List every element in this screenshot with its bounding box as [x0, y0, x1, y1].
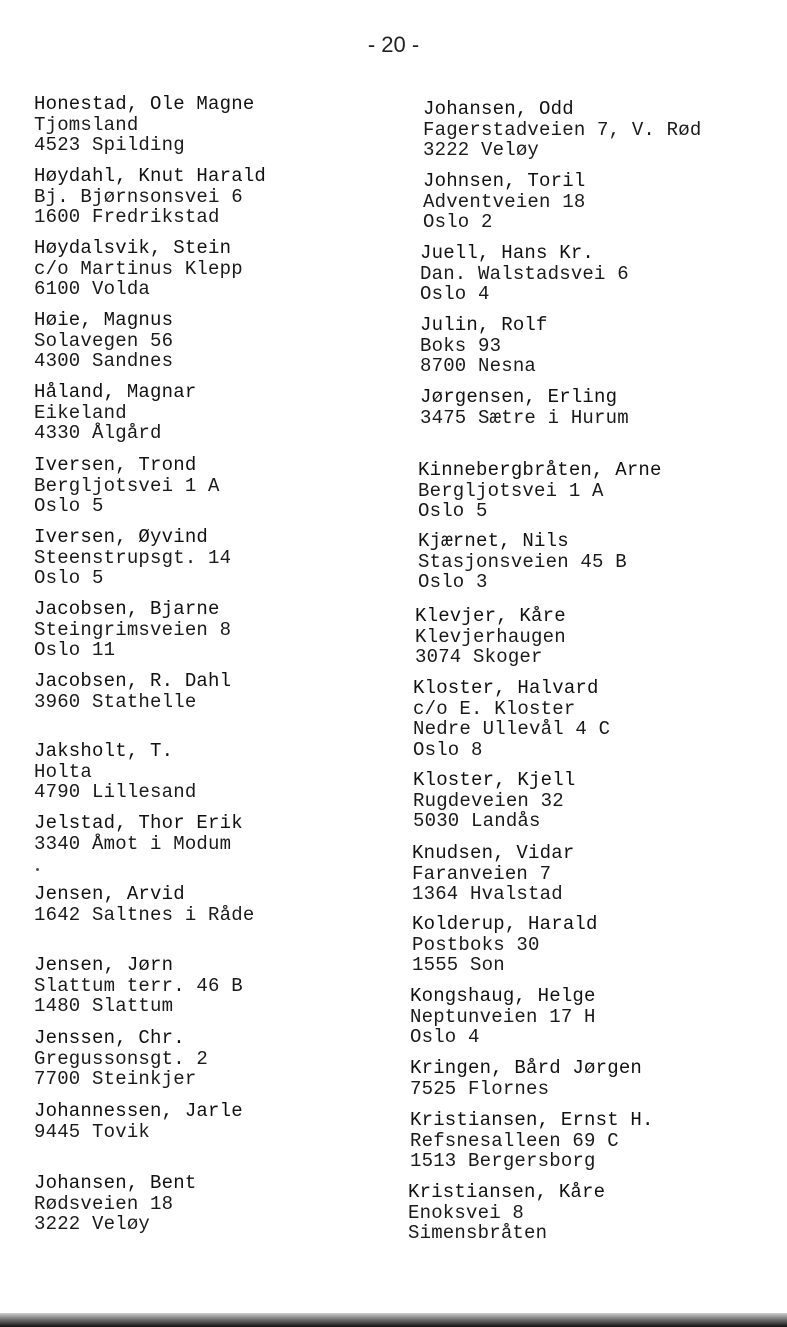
- entry-postal: 1555 Son: [412, 954, 505, 976]
- page-number: - 20 -: [367, 32, 420, 57]
- entry-name: Johnsen, Toril: [423, 170, 586, 192]
- entry-address: Eikeland: [34, 401, 127, 424]
- entry-name: Jenssen, Chr.: [34, 1027, 185, 1049]
- entry-address: Solavegen 56: [34, 329, 174, 352]
- directory-entry: [410, 1058, 780, 1099]
- entry-postal: 7525 Flornes: [410, 1077, 550, 1100]
- directory-entry: [423, 171, 787, 233]
- directory-entry: [420, 315, 787, 377]
- entry-name: Johansen, Bent: [34, 1172, 197, 1194]
- directory-entry: [413, 770, 783, 832]
- entry-name: Jensen, Jørn: [34, 954, 174, 976]
- entry-name: Kloster, Halvard: [413, 677, 599, 699]
- entry-postal: 3960 Stathelle: [34, 690, 197, 713]
- stray-ink-mark: [36, 868, 39, 871]
- directory-entry: [34, 527, 394, 589]
- directory-entry: [34, 884, 394, 925]
- entry-address: Rugdeveien 32: [413, 789, 564, 812]
- entry-postal: 1642 Saltnes i Råde: [34, 903, 255, 926]
- entry-address: Bj. Bjørnsonsvei 6: [34, 185, 243, 208]
- entry-postal: Oslo 4: [420, 283, 490, 305]
- directory-entry: [420, 243, 787, 305]
- directory-entry: [34, 1173, 394, 1235]
- entry-postal: 3475 Sætre i Hurum: [420, 406, 629, 429]
- entry-postal: 5030 Landås: [413, 810, 541, 832]
- entry-address: Klevjerhaugen: [415, 625, 566, 648]
- directory-entry: [413, 678, 783, 760]
- entry-name: Jacobsen, R. Dahl: [34, 670, 232, 692]
- entry-address: Slattum terr. 46 B: [34, 974, 243, 997]
- entry-address: Boks 93: [420, 334, 502, 357]
- directory-entry: [34, 1028, 394, 1090]
- entry-name: Kristiansen, Ernst H.: [410, 1109, 654, 1131]
- entry-postal: 1513 Bergersborg: [410, 1150, 596, 1172]
- entry-address: Neptunveien 17 H: [410, 1005, 596, 1028]
- entry-postal: 4790 Lillesand: [34, 781, 197, 803]
- directory-entry: [418, 460, 787, 522]
- entry-postal: Oslo 3: [418, 571, 488, 593]
- entry-postal: Oslo 2: [423, 211, 493, 233]
- entry-address: Refsnesalleen 69 C: [410, 1129, 619, 1152]
- entry-postal: Simensbråten: [408, 1222, 548, 1244]
- directory-entry: [34, 1101, 394, 1142]
- entry-postal: 6100 Volda: [34, 278, 151, 300]
- entry-address: Enoksvei 8: [408, 1201, 525, 1224]
- directory-entry: [415, 606, 785, 668]
- entry-name: Klevjer, Kåre: [415, 605, 566, 627]
- entry-postal: 9445 Tovik: [34, 1120, 151, 1143]
- directory-entry: [34, 238, 394, 300]
- entry-postal: 1480 Slattum: [34, 995, 174, 1017]
- entry-name: Kjærnet, Nils: [418, 530, 569, 552]
- entry-name: Håland, Magnar: [34, 381, 197, 403]
- entry-address: Holta: [34, 760, 93, 783]
- directory-entry: [418, 531, 787, 593]
- entry-name: Kongshaug, Helge: [410, 985, 596, 1007]
- entry-postal: 8700 Nesna: [420, 355, 537, 377]
- entry-postal: Oslo 11: [34, 639, 116, 661]
- directory-entry: [412, 914, 782, 976]
- entry-postal: Oslo 4: [410, 1026, 480, 1048]
- entry-name: Kinnebergbråten, Arne: [418, 459, 662, 481]
- entry-address: Steenstrupsgt. 14: [34, 546, 232, 569]
- entry-name: Kloster, Kjell: [413, 769, 576, 791]
- entry-postal: 3222 Veløy: [423, 139, 540, 161]
- directory-entry: [34, 166, 394, 228]
- entry-postal: 4300 Sandnes: [34, 350, 174, 372]
- entry-postal: 3074 Skoger: [415, 646, 543, 668]
- entry-address: Tjomsland: [34, 113, 139, 136]
- directory-entry: [34, 671, 394, 712]
- entry-name: Johannessen, Jarle: [34, 1100, 243, 1122]
- directory-entry: [420, 387, 787, 428]
- entry-address: Faranveien 7: [412, 862, 552, 885]
- entry-name: Jaksholt, T.: [34, 740, 174, 762]
- directory-entry: [34, 955, 394, 1017]
- entry-name: Høydalsvik, Stein: [34, 237, 232, 259]
- directory-entry: [34, 741, 394, 803]
- entry-postal: 7700 Steinkjer: [34, 1068, 197, 1090]
- entry-name: Johansen, Odd: [423, 98, 574, 120]
- entry-address: Adventveien 18: [423, 190, 586, 213]
- entry-name: Julin, Rolf: [420, 314, 548, 336]
- entry-name: Jacobsen, Bjarne: [34, 598, 220, 620]
- entry-name: Kringen, Bård Jørgen: [410, 1057, 643, 1079]
- entry-postal: 3340 Åmot i Modum: [34, 832, 232, 855]
- directory-entry: [34, 455, 394, 517]
- directory-entry: [34, 813, 394, 854]
- entry-postal: Oslo 5: [34, 567, 104, 589]
- entry-address: Dan. Walstadsvei 6: [420, 262, 629, 285]
- entry-name: Høydahl, Knut Harald: [34, 165, 267, 187]
- entry-address: Steingrimsveien 8: [34, 618, 232, 641]
- directory-entry: [34, 94, 394, 156]
- entry-name: Knudsen, Vidar: [412, 842, 575, 864]
- entry-name: Kolderup, Harald: [412, 913, 598, 935]
- directory-entry: [410, 1110, 780, 1172]
- entry-address: c/o Martinus Klepp: [34, 257, 243, 280]
- entry-name: Jelstad, Thor Erik: [34, 812, 243, 834]
- entry-name: Jørgensen, Erling: [420, 386, 618, 408]
- entry-postal: 4330 Ålgård: [34, 422, 162, 444]
- entry-address: Postboks 30: [412, 933, 540, 956]
- entry-address: Rødsveien 18: [34, 1192, 174, 1215]
- entry-address: Bergljotsvei 1 A: [418, 479, 604, 502]
- entry-name: Kristiansen, Kåre: [408, 1181, 606, 1203]
- entry-name: Høie, Magnus: [34, 309, 174, 331]
- entry-address: Gregussonsgt. 2: [34, 1047, 209, 1070]
- directory-entry: [412, 843, 782, 905]
- entry-postal: 1364 Hvalstad: [412, 883, 563, 905]
- entry-postal: 1600 Fredrikstad: [34, 206, 220, 228]
- directory-entry: [34, 382, 394, 444]
- entry-postal: Oslo 5: [418, 500, 488, 522]
- directory-entry: [34, 599, 394, 661]
- entry-address: Nedre Ullevål 4 C: [413, 718, 611, 740]
- directory-entry: [34, 310, 394, 372]
- entry-postal: 4523 Spilding: [34, 134, 185, 156]
- directory-entry: [410, 986, 780, 1048]
- entry-postal: 3222 Veløy: [34, 1213, 151, 1235]
- entry-name: Juell, Hans Kr.: [420, 242, 595, 264]
- entry-postal: Oslo 8: [413, 738, 483, 761]
- entry-address: c/o E. Kloster: [413, 697, 576, 720]
- entry-name: Jensen, Arvid: [34, 883, 185, 905]
- entry-name: Honestad, Ole Magne: [34, 93, 255, 115]
- directory-entry: [423, 99, 787, 161]
- entry-name: Iversen, Trond: [34, 454, 197, 476]
- entry-address: Bergljotsvei 1 A: [34, 474, 220, 497]
- scan-bottom-edge: [0, 1313, 787, 1327]
- entry-postal: Oslo 5: [34, 495, 104, 517]
- entry-address: Stasjonsveien 45 B: [418, 550, 627, 573]
- entry-name: Iversen, Øyvind: [34, 526, 209, 548]
- entry-address: Fagerstadveien 7, V. Rød: [423, 118, 702, 141]
- directory-entry: [408, 1182, 778, 1244]
